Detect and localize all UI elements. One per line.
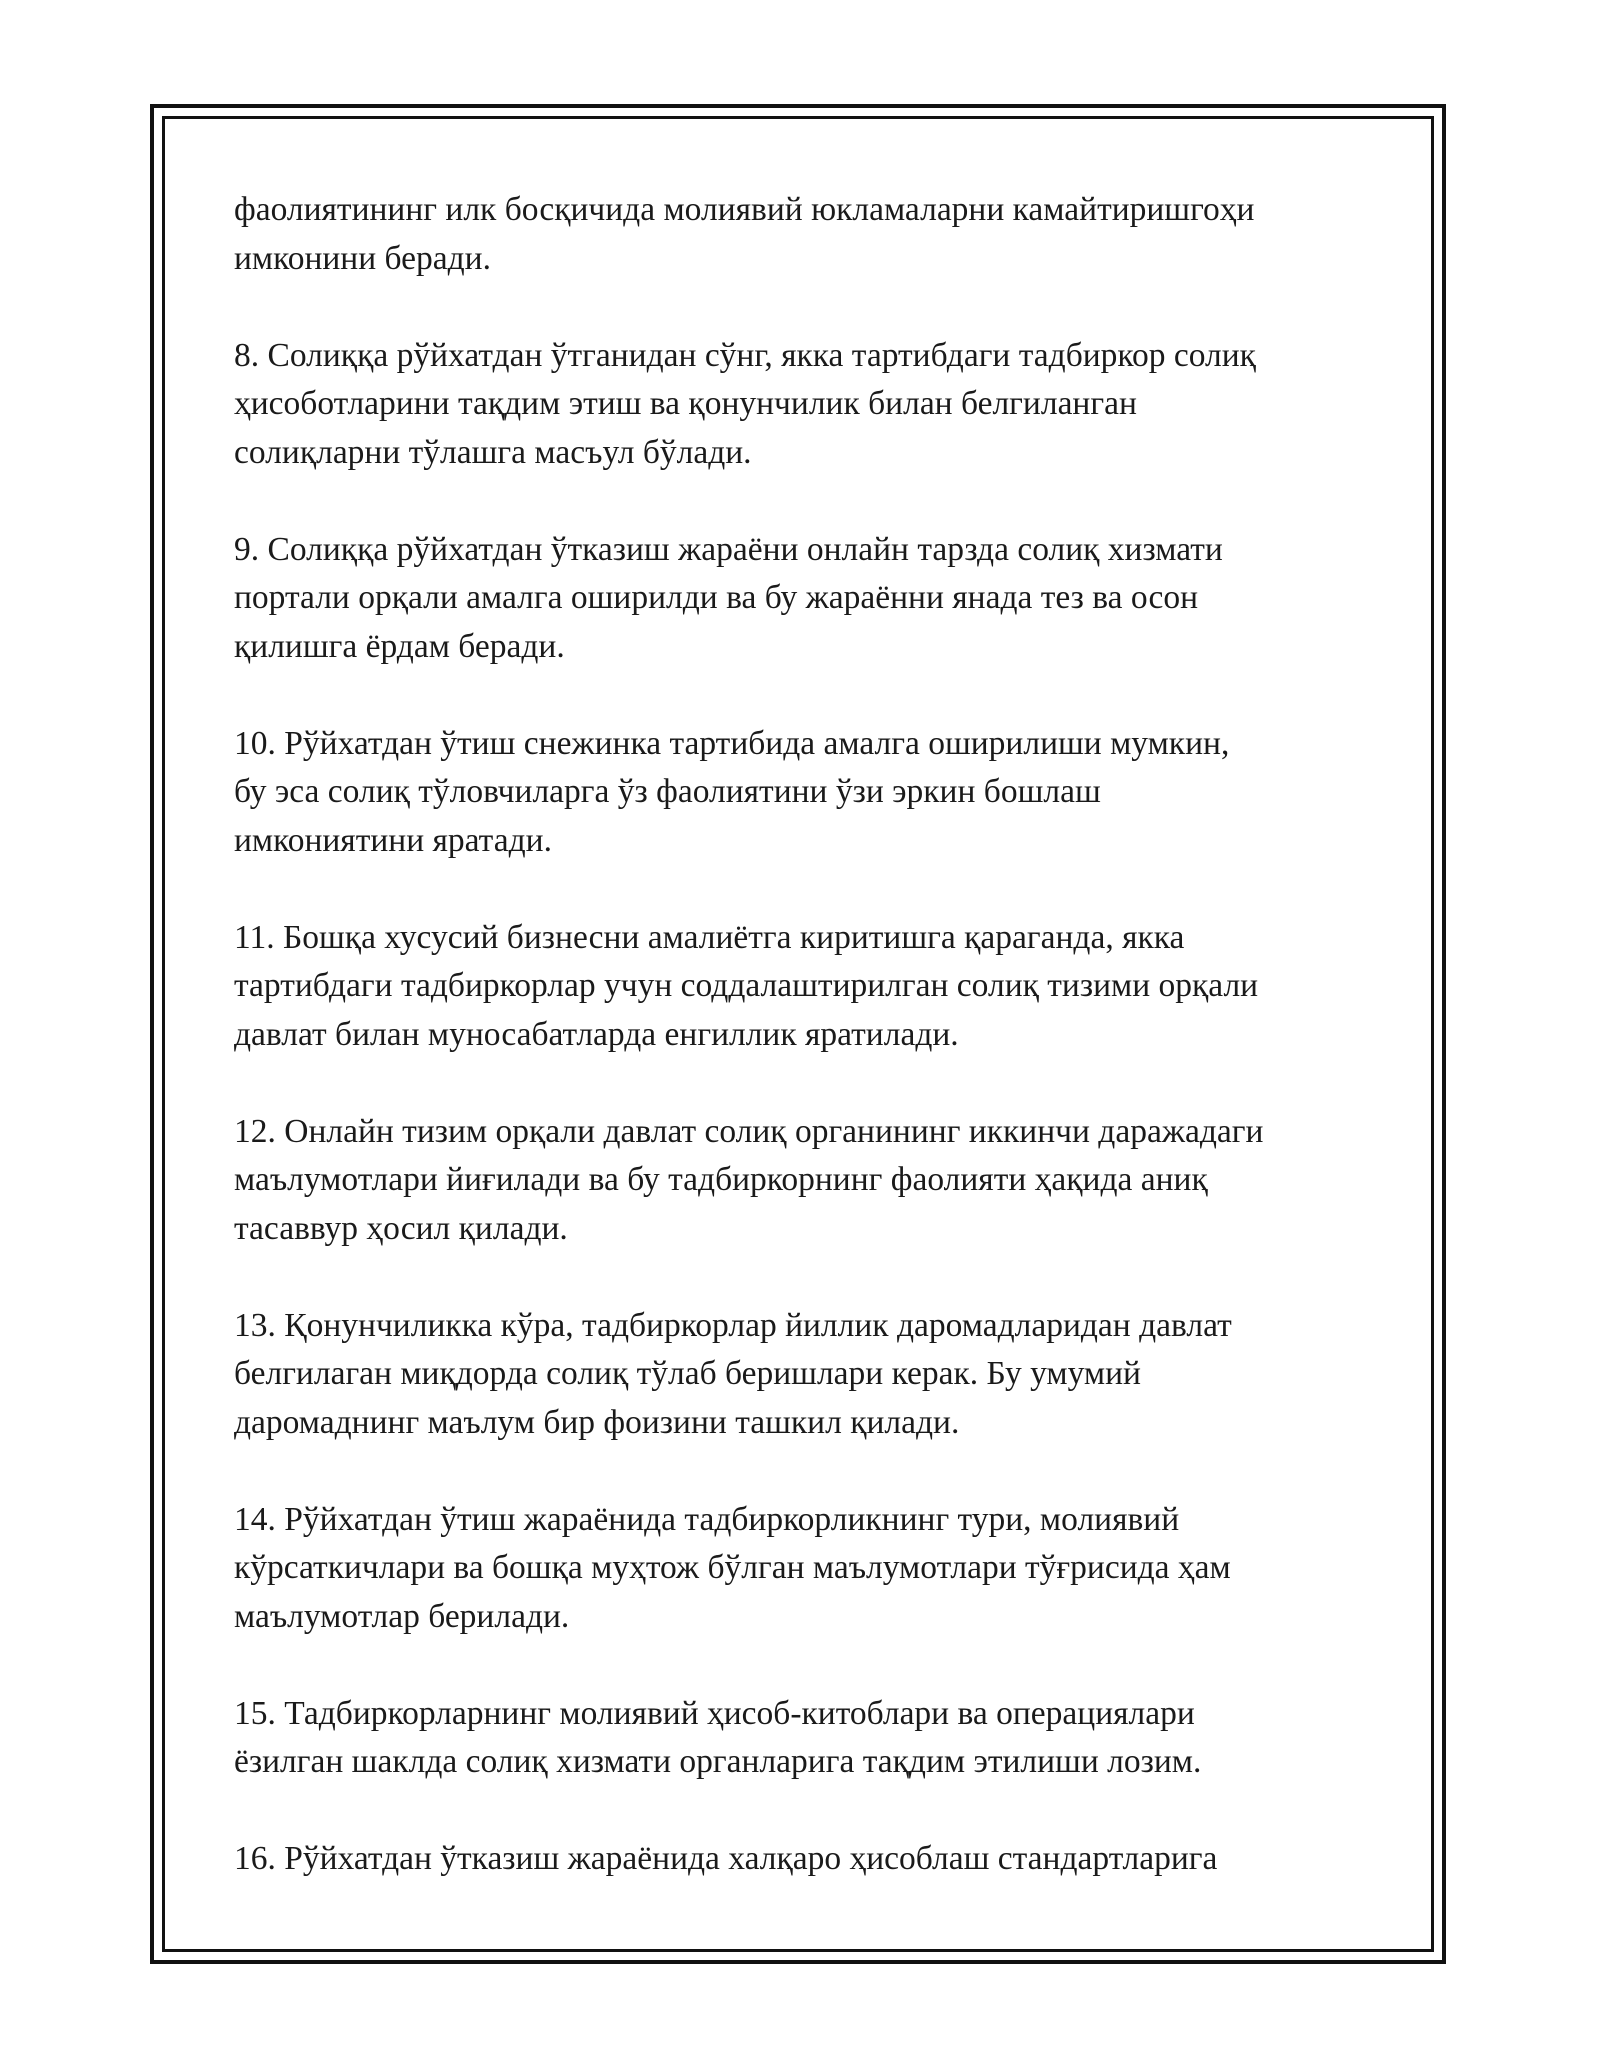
paragraph-item-16: 16. Рўйхатдан ўтказиш жараёнида халқаро ҳисоблаш стандартларига	[234, 1840, 1218, 1877]
paragraph-item-12: 12. Онлайн тизим орқали давлат солиқ органининг иккинчи даражадаги маълумотлари йиғилади ва бу тадбиркорнинг фаолияти ҳақида аниқ тасаввур ҳосил қилади.	[234, 1112, 1264, 1247]
paragraph-continuation: фаолиятининг илк босқичида молиявий юкламаларни камайтиришгоҳи имконини беради.	[234, 191, 1255, 277]
paragraph-item-8: 8. Солиққа рўйхатдан ўтганидан сўнг, якка тартибдаги тадбиркор солиқ ҳисоботларини тақдим этиш ва қонунчилик билан белгиланган солиқларни тўлашга масъул бўлади.	[234, 336, 1256, 471]
document-body	[234, 186, 1374, 1932]
paragraph-item-11: 11. Бошқа хусусий бизнесни амалиётга киритишга қараганда, якка тартибдаги тадбиркорлар учун соддалаштирилган солиқ тизими орқали давлат билан муносабатларда енгиллик яратилади.	[234, 918, 1259, 1053]
paragraph-item-15: 15. Тадбиркорларнинг молиявий ҳисоб-китоблари ва операциялари ёзилган шаклда солиқ хизмати органларига тақдим этилиши лозим.	[234, 1694, 1202, 1780]
paragraph-item-10: 10. Рўйхатдан ўтиш снежинка тартибида амалга оширилиши мумкин, бу эса солиқ тўловчиларга ўз фаолиятини ўзи эркин бошлаш имкониятини яратади.	[234, 724, 1230, 859]
paragraph-item-9: 9. Солиққа рўйхатдан ўтказиш жараёни онлайн тарзда солиқ хизмати портали орқали амалга оширилди ва бу жараённи янада тез ва осон қилишга ёрдам беради.	[234, 530, 1223, 665]
paragraph-item-14: 14. Рўйхатдан ўтиш жараёнида тадбиркорликнинг тури, молиявий кўрсаткичлари ва бошқа муҳтож бўлган маълумотлари тўғрисида ҳам маълумотлар берилади.	[234, 1500, 1231, 1635]
paragraph-item-13: 13. Қонунчиликка кўра, тадбиркорлар йиллик даромадларидан давлат белгилаган миқдорда солиқ тўлаб беришлари керак. Бу умумий даромаднинг маълум бир фоизини ташкил қилади.	[234, 1306, 1232, 1441]
